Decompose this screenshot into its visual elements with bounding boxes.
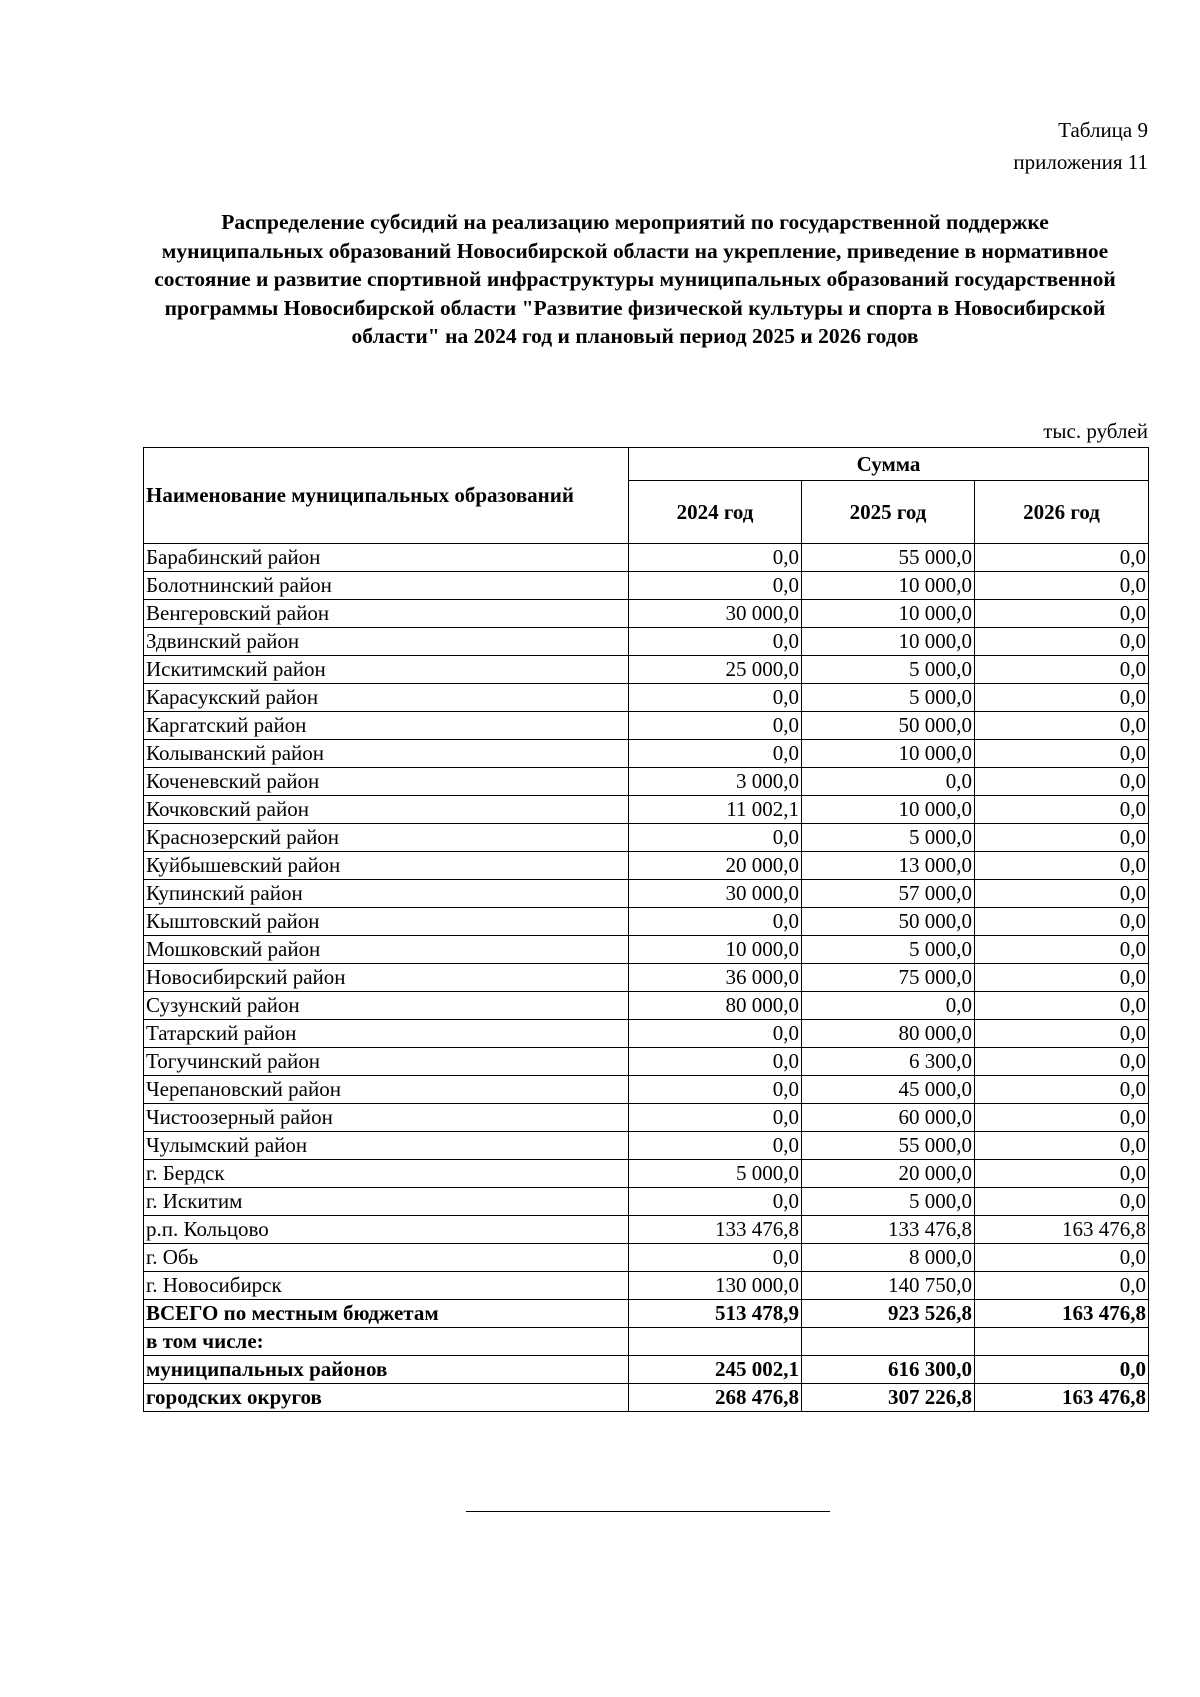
cell-value-2025: 5 000,0 bbox=[802, 684, 975, 712]
table-body bbox=[144, 544, 1149, 1412]
cell-value-2025: 45 000,0 bbox=[802, 1076, 975, 1104]
cell-value-2026: 0,0 bbox=[975, 572, 1149, 600]
cell-value-2024: 0,0 bbox=[629, 712, 802, 740]
cell-value-2024: 133 476,8 bbox=[629, 1216, 802, 1244]
table-row bbox=[144, 852, 1149, 880]
table-row bbox=[144, 1188, 1149, 1216]
cell-value-2024: 30 000,0 bbox=[629, 880, 802, 908]
cell-value-2024: 10 000,0 bbox=[629, 936, 802, 964]
cell-value-2025: 55 000,0 bbox=[802, 544, 975, 572]
cell-value-2024: 0,0 bbox=[629, 1132, 802, 1160]
cell-value-2026: 0,0 bbox=[975, 768, 1149, 796]
cell-value-2024 bbox=[629, 1328, 802, 1356]
cell-value-2025 bbox=[802, 1328, 975, 1356]
cell-value-2025: 8 000,0 bbox=[802, 1244, 975, 1272]
cell-municipality-name: г. Обь bbox=[144, 1244, 629, 1272]
cell-value-2025: 50 000,0 bbox=[802, 712, 975, 740]
table-row bbox=[144, 1328, 1149, 1356]
cell-municipality-name: Болотнинский район bbox=[144, 572, 629, 600]
table-row bbox=[144, 656, 1149, 684]
cell-value-2024: 0,0 bbox=[629, 1048, 802, 1076]
cell-value-2024: 11 002,1 bbox=[629, 796, 802, 824]
cell-value-2026: 0,0 bbox=[975, 684, 1149, 712]
cell-municipality-name: Купинский район bbox=[144, 880, 629, 908]
cell-value-2026: 0,0 bbox=[975, 964, 1149, 992]
cell-municipality-name: Кыштовский район bbox=[144, 908, 629, 936]
cell-value-2026: 0,0 bbox=[975, 628, 1149, 656]
cell-value-2024: 0,0 bbox=[629, 684, 802, 712]
cell-municipality-name: Черепановский район bbox=[144, 1076, 629, 1104]
table-row bbox=[144, 1048, 1149, 1076]
cell-value-2026: 0,0 bbox=[975, 852, 1149, 880]
table-row bbox=[144, 1384, 1149, 1412]
cell-value-2024: 0,0 bbox=[629, 1188, 802, 1216]
cell-value-2024: 5 000,0 bbox=[629, 1160, 802, 1188]
cell-value-2026: 0,0 bbox=[975, 1020, 1149, 1048]
cell-value-2025: 5 000,0 bbox=[802, 1188, 975, 1216]
cell-value-2026: 0,0 bbox=[975, 1048, 1149, 1076]
cell-municipality-name: Чистоозерный район bbox=[144, 1104, 629, 1132]
table-row bbox=[144, 880, 1149, 908]
cell-value-2025: 6 300,0 bbox=[802, 1048, 975, 1076]
cell-municipality-name: Здвинский район bbox=[144, 628, 629, 656]
cell-value-2024: 268 476,8 bbox=[629, 1384, 802, 1412]
cell-value-2025: 10 000,0 bbox=[802, 796, 975, 824]
table-row bbox=[144, 572, 1149, 600]
cell-municipality-name: Карасукский район bbox=[144, 684, 629, 712]
cell-value-2026: 0,0 bbox=[975, 544, 1149, 572]
cell-value-2025: 0,0 bbox=[802, 992, 975, 1020]
cell-value-2024: 0,0 bbox=[629, 544, 802, 572]
table-row bbox=[144, 1356, 1149, 1384]
cell-municipality-name: Новосибирский район bbox=[144, 964, 629, 992]
cell-municipality-name: муниципальных районов bbox=[144, 1356, 629, 1384]
cell-municipality-name: ВСЕГО по местным бюджетам bbox=[144, 1300, 629, 1328]
cell-value-2026: 0,0 bbox=[975, 740, 1149, 768]
table-row bbox=[144, 1160, 1149, 1188]
cell-municipality-name: г. Искитим bbox=[144, 1188, 629, 1216]
cell-value-2024: 0,0 bbox=[629, 628, 802, 656]
cell-value-2026: 0,0 bbox=[975, 824, 1149, 852]
cell-value-2024: 0,0 bbox=[629, 1076, 802, 1104]
cell-municipality-name: Краснозерский район bbox=[144, 824, 629, 852]
cell-value-2024: 20 000,0 bbox=[629, 852, 802, 880]
table-row bbox=[144, 1076, 1149, 1104]
cell-municipality-name: Мошковский район bbox=[144, 936, 629, 964]
cell-value-2026: 0,0 bbox=[975, 908, 1149, 936]
table-row bbox=[144, 964, 1149, 992]
cell-municipality-name: в том числе: bbox=[144, 1328, 629, 1356]
cell-municipality-name: Кочковский район bbox=[144, 796, 629, 824]
cell-municipality-name: Татарский район bbox=[144, 1020, 629, 1048]
cell-value-2025: 923 526,8 bbox=[802, 1300, 975, 1328]
cell-municipality-name: Колыванский район bbox=[144, 740, 629, 768]
cell-value-2025: 0,0 bbox=[802, 768, 975, 796]
table-row bbox=[144, 1272, 1149, 1300]
cell-municipality-name: г. Новосибирск bbox=[144, 1272, 629, 1300]
cell-municipality-name: Куйбышевский район bbox=[144, 852, 629, 880]
subsidy-table bbox=[143, 447, 1149, 1412]
cell-value-2025: 75 000,0 bbox=[802, 964, 975, 992]
cell-value-2025: 5 000,0 bbox=[802, 936, 975, 964]
cell-municipality-name: г. Бердск bbox=[144, 1160, 629, 1188]
table-row bbox=[144, 544, 1149, 572]
cell-municipality-name: Барабинский район bbox=[144, 544, 629, 572]
document-title: Распределение субсидий на реализацию мероприятий по государственной поддержке муниципальных образований Новосибирской области на укрепление, приведение в нормативное состояние и развитие спортивной инфраструктуры муниципальных образований государственной программы Новосибирской области "Развитие физической культуры и спорта в Новосибирской области" на 2024 год и плановый период 2025 и 2026 годов bbox=[154, 210, 1116, 349]
cell-value-2024: 513 478,9 bbox=[629, 1300, 802, 1328]
cell-value-2026: 0,0 bbox=[975, 1132, 1149, 1160]
cell-value-2024: 80 000,0 bbox=[629, 992, 802, 1020]
cell-municipality-name: Венгеровский район bbox=[144, 600, 629, 628]
cell-value-2025: 10 000,0 bbox=[802, 572, 975, 600]
table-row bbox=[144, 1020, 1149, 1048]
table-row bbox=[144, 992, 1149, 1020]
cell-value-2025: 57 000,0 bbox=[802, 880, 975, 908]
cell-value-2024: 0,0 bbox=[629, 1244, 802, 1272]
table-row bbox=[144, 1216, 1149, 1244]
cell-value-2025: 55 000,0 bbox=[802, 1132, 975, 1160]
cell-value-2025: 10 000,0 bbox=[802, 628, 975, 656]
cell-value-2024: 0,0 bbox=[629, 572, 802, 600]
table-row bbox=[144, 1104, 1149, 1132]
cell-value-2026: 0,0 bbox=[975, 656, 1149, 684]
cell-value-2026: 0,0 bbox=[975, 1244, 1149, 1272]
cell-value-2026: 163 476,8 bbox=[975, 1300, 1149, 1328]
cell-value-2026: 0,0 bbox=[975, 1356, 1149, 1384]
footer-divider bbox=[466, 1511, 830, 1512]
cell-value-2024: 25 000,0 bbox=[629, 656, 802, 684]
cell-value-2026: 0,0 bbox=[975, 796, 1149, 824]
cell-value-2025: 133 476,8 bbox=[802, 1216, 975, 1244]
cell-value-2024: 3 000,0 bbox=[629, 768, 802, 796]
cell-value-2025: 60 000,0 bbox=[802, 1104, 975, 1132]
cell-value-2026: 163 476,8 bbox=[975, 1216, 1149, 1244]
cell-value-2025: 13 000,0 bbox=[802, 852, 975, 880]
table-row bbox=[144, 936, 1149, 964]
cell-value-2025: 140 750,0 bbox=[802, 1272, 975, 1300]
table-row bbox=[144, 600, 1149, 628]
cell-value-2024: 0,0 bbox=[629, 1104, 802, 1132]
cell-value-2024: 30 000,0 bbox=[629, 600, 802, 628]
cell-municipality-name: Каргатский район bbox=[144, 712, 629, 740]
cell-value-2026 bbox=[975, 1328, 1149, 1356]
cell-value-2025: 50 000,0 bbox=[802, 908, 975, 936]
cell-value-2026: 0,0 bbox=[975, 1188, 1149, 1216]
cell-value-2026: 0,0 bbox=[975, 712, 1149, 740]
table-row bbox=[144, 824, 1149, 852]
appendix-label: приложения 11 bbox=[1013, 150, 1148, 174]
cell-value-2024: 0,0 bbox=[629, 740, 802, 768]
cell-value-2026: 0,0 bbox=[975, 1272, 1149, 1300]
cell-value-2026: 163 476,8 bbox=[975, 1384, 1149, 1412]
cell-value-2025: 10 000,0 bbox=[802, 600, 975, 628]
cell-value-2025: 5 000,0 bbox=[802, 824, 975, 852]
cell-municipality-name: Искитимский район bbox=[144, 656, 629, 684]
cell-municipality-name: Коченевский район bbox=[144, 768, 629, 796]
cell-value-2026: 0,0 bbox=[975, 880, 1149, 908]
cell-municipality-name: р.п. Кольцово bbox=[144, 1216, 629, 1244]
table-row bbox=[144, 712, 1149, 740]
cell-value-2024: 36 000,0 bbox=[629, 964, 802, 992]
table-row bbox=[144, 1300, 1149, 1328]
column-header-2026: 2026 год bbox=[975, 481, 1149, 544]
cell-value-2024: 245 002,1 bbox=[629, 1356, 802, 1384]
units-label: тыс. рублей bbox=[1043, 419, 1148, 443]
table-row bbox=[144, 1244, 1149, 1272]
cell-municipality-name: Чулымский район bbox=[144, 1132, 629, 1160]
cell-value-2026: 0,0 bbox=[975, 1160, 1149, 1188]
cell-municipality-name: Сузунский район bbox=[144, 992, 629, 1020]
cell-value-2026: 0,0 bbox=[975, 992, 1149, 1020]
table-row bbox=[144, 768, 1149, 796]
cell-value-2025: 307 226,8 bbox=[802, 1384, 975, 1412]
cell-value-2026: 0,0 bbox=[975, 936, 1149, 964]
table-row bbox=[144, 740, 1149, 768]
cell-municipality-name: городских округов bbox=[144, 1384, 629, 1412]
table-number-label: Таблица 9 bbox=[1058, 118, 1148, 142]
cell-value-2024: 0,0 bbox=[629, 824, 802, 852]
cell-value-2024: 0,0 bbox=[629, 1020, 802, 1048]
table-row bbox=[144, 796, 1149, 824]
table-row bbox=[144, 1132, 1149, 1160]
cell-value-2026: 0,0 bbox=[975, 600, 1149, 628]
column-header-name: Наименование муниципальных образований bbox=[144, 448, 629, 544]
cell-value-2026: 0,0 bbox=[975, 1104, 1149, 1132]
cell-value-2024: 0,0 bbox=[629, 908, 802, 936]
column-header-2025: 2025 год bbox=[802, 481, 975, 544]
cell-value-2025: 80 000,0 bbox=[802, 1020, 975, 1048]
cell-municipality-name: Тогучинский район bbox=[144, 1048, 629, 1076]
table-header bbox=[144, 448, 1149, 544]
cell-value-2025: 20 000,0 bbox=[802, 1160, 975, 1188]
cell-value-2024: 130 000,0 bbox=[629, 1272, 802, 1300]
column-group-header-sum: Сумма bbox=[629, 448, 1149, 481]
cell-value-2025: 10 000,0 bbox=[802, 740, 975, 768]
cell-value-2025: 616 300,0 bbox=[802, 1356, 975, 1384]
column-header-2024: 2024 год bbox=[629, 481, 802, 544]
table-row bbox=[144, 684, 1149, 712]
cell-value-2025: 5 000,0 bbox=[802, 656, 975, 684]
table-reference bbox=[1013, 114, 1148, 178]
cell-value-2026: 0,0 bbox=[975, 1076, 1149, 1104]
table-row bbox=[144, 908, 1149, 936]
table-row bbox=[144, 628, 1149, 656]
